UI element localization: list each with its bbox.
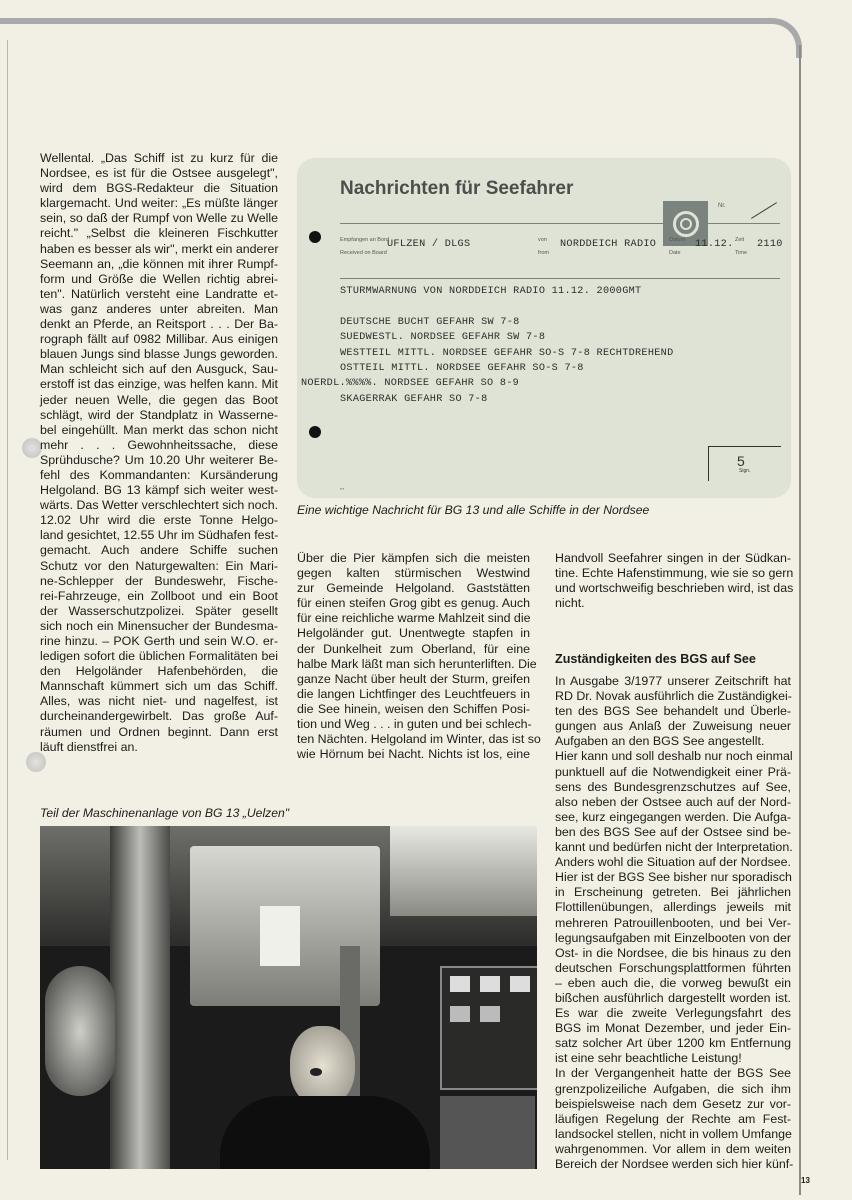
section-heading: Zuständigkeiten des BGS auf See (555, 652, 756, 666)
text-line: denkt an Pferde, an Reitsport . . . Der Ba- (40, 317, 278, 332)
text-line: reicht." „Selbst die kleineren Fischkutter (40, 226, 278, 241)
text-line: Anders wohl die Situation auf der Nordsee. (555, 855, 791, 870)
text-line: die langen Lichtfinger des Leuchtfeuers in (297, 686, 530, 701)
text-line: ganze Nacht über heult der Sturm, greifen (297, 671, 530, 686)
telegram-headline: STURMWARNUNG VON NORDDEICH RADIO 11.12. 2000GMT (340, 286, 642, 297)
date-label (669, 234, 685, 260)
date-label-de: Datum (669, 237, 686, 243)
text-line: räumen und Ordnen beginnt. Dann erst (40, 724, 278, 739)
text-line: bel eingehüllt. Man merkt das schon nicht (40, 422, 278, 437)
text-line: wie Hörnum bei Nacht. Nichts ist los, eine (297, 747, 530, 762)
text-line: land gesichtet, 12.55 Uhr im Südhafen fest- (40, 528, 279, 543)
text-line: Über die Pier kämpfen sich die meisten (297, 551, 530, 565)
text-line: – eben auch die, die vorweg bewußt ein (555, 975, 791, 990)
text-line: der Dunkelheit zum Oberland, für eine (297, 641, 530, 656)
text-line: bißchen ausführlich dargestellt worden ist. (555, 990, 791, 1005)
text-line: Wellental. „Das Schiff ist zu kurz für die (40, 151, 278, 165)
telegram-title: Nachrichten für Seefahrer (340, 178, 574, 199)
telegram-line: DEUTSCHE BUCHT GEFAHR SW 7-8 (340, 317, 520, 328)
text-line: läufigen Regelung der Rechte am Fest- (555, 1111, 791, 1126)
text-line: Bereich der Nordsee werden sich hier künf- (555, 1157, 794, 1171)
text-line: mehr . . . Gewohnheitssache, diese (40, 437, 278, 452)
text-line: schlägt, wird der Standplatz in Wasserne- (40, 407, 278, 422)
text-line: jeder neuen Welle, die gegen das Boot (40, 392, 278, 407)
text-line: erstoff ist das einzige, was helfen kann. Mit (40, 377, 278, 392)
form-footnote: ▪▪▪ (340, 486, 345, 491)
article-column-right-body (555, 674, 794, 1172)
text-line: ten des BGS See behandelt und Überle- (555, 704, 791, 719)
text-line: Aufgaben an den BGS See angestellt. (555, 734, 765, 749)
text-line: BGS im Monat Dezember, und jeder Ein- (555, 1021, 791, 1036)
telegram-line: OSTTEIL MITTL. NORDSEE GEFAHR SO-S 7-8 (340, 363, 584, 374)
time-label-de: Zeit (735, 237, 745, 243)
received-label-en: Received on Board (340, 250, 387, 256)
received-label-de: Empfangen an Bord (340, 237, 389, 243)
text-line: rine hinzu. – POK Gerth und sein W.O. er- (40, 634, 278, 648)
telegram-caption: Eine wichtige Nachricht für BG 13 und alle Schiffe in der Nordsee (297, 503, 650, 517)
signature-box (708, 446, 781, 481)
text-line: für einen steifen Grog gibt es genug. Auch (297, 596, 530, 611)
text-line: Man schleicht sich auf den Ausguck, Sau- (40, 362, 278, 377)
text-line: beispielsweise nach dem Gesetz zur vor- (555, 1096, 791, 1111)
text-line: haben es besser als wir", merkt ein anderer (40, 241, 279, 256)
text-line: rograph fällt auf 0982 Millibar. Aus einigen (40, 332, 278, 347)
telegram-form (297, 158, 791, 498)
text-line: in Erscheinung getreten. Bei jährlichen (555, 885, 791, 900)
text-line: In der Vergangenheit hatte der BGS See (555, 1066, 791, 1081)
text-line: tion und Weg . . . in guten und bei schlech- (297, 717, 532, 732)
text-line: also neben der Ostsee auch auf der Nord- (555, 794, 791, 809)
from-value: NORDDEICH RADIO (560, 239, 657, 250)
punch-mark (26, 752, 46, 772)
page-number: 13 (801, 1176, 810, 1185)
punch-hole (309, 426, 321, 438)
text-line: Schutz vor den Naturgewalten: Ein Mari- (40, 558, 278, 573)
date-label-en: Date (669, 250, 681, 256)
text-line: mehreren Patrouillenbooten, und bei Ver- (555, 915, 791, 930)
signature: 5 (737, 453, 745, 469)
text-line: Es war die zweite Verlegungsfahrt des (555, 1006, 791, 1021)
from-label (538, 234, 549, 260)
page-frame-right (799, 45, 801, 1195)
article-column-left (40, 151, 278, 755)
text-line: punktuell auf die Notwendigkeit einer Prä- (555, 764, 791, 779)
text-line: Alles, was nicht niet- und nagelfest, ist (40, 694, 278, 709)
article-column-right-intro (555, 551, 794, 611)
page-frame-top (0, 18, 802, 58)
text-line: RD Dr. Novak ausführlich die Zuständigkei- (555, 689, 792, 704)
text-line: wird dem BGS-Redakteur die Situation (40, 181, 278, 196)
text-line: Nordsee, es ist für die Ostsee ausgelegt", (40, 166, 278, 181)
text-line: ten Nächten. Helgoland im Winter, das ist so (297, 732, 541, 747)
text-line: gegen kalten stürmischen Westwind (297, 566, 530, 581)
text-line: Helgoland. BG 13 kämpf sich weiter west- (40, 483, 278, 498)
date-value: 11.12. (695, 239, 734, 250)
received-label (340, 234, 389, 260)
text-line: nicht. (555, 596, 585, 611)
text-line: wärts. Das Wetter verschlechtert sich noch. (40, 498, 279, 513)
text-line: Handvoll Seefahrer singen in der Südkan- (555, 551, 791, 565)
divider (340, 223, 780, 224)
text-line: ten". Natürlich versteht eine Landratte et- (40, 286, 278, 301)
text-line: den Helgoländer Hafenbehörden, die (40, 664, 278, 679)
text-line: läuft dienstfrei an. (40, 739, 138, 754)
text-line: ben des BGS See auf der Ostsee sind be- (555, 824, 791, 839)
text-line: sein, so daß der Rumpf von Welle zu Welle (40, 211, 278, 226)
punch-mark (22, 438, 42, 458)
text-line: blauen Jungs sind blasse Jungs geworden. (40, 347, 278, 362)
divider (340, 278, 780, 279)
text-line: fehl des Kommandanten: Kursänderung (40, 467, 278, 482)
text-line: In Ausgabe 3/1977 unserer Zeitschrift hat (555, 674, 791, 688)
text-line: Sprühdusche? Um 10.20 Uhr weiterer Be- (40, 452, 278, 467)
telegram-line: NOERDL.%%%%. NORDSEE GEFAHR SO 8-9 (301, 378, 520, 389)
photo-caption: Teil der Maschinenanlage von BG 13 „Uelzen" (40, 806, 290, 820)
nr-label: Nr. (718, 203, 726, 209)
text-line: see, kurz eingegangen werden. Die Aufga- (555, 809, 791, 824)
text-line: und wortschweifig beschrieben wird, ist das (555, 581, 794, 596)
text-line: ist eine sehr beachtliche Leistung! (555, 1051, 742, 1066)
time-label-en: Time (735, 250, 748, 256)
telegram-line: SUEDWESTL. NORDSEE GEFAHR SW 7-8 (340, 332, 546, 343)
telegram-line: WESTTEIL MITTL. NORDSEE GEFAHR SO-S 7-8 RECHTDREHEND (340, 348, 674, 359)
text-line: zur Gemeinde Helgoland. Gaststätten (297, 581, 530, 596)
text-line: Seemann an, „die können mit ihrer Rumpf- (40, 256, 278, 271)
text-line: Mannschaft kümmert sich um das Schiff. (40, 679, 278, 694)
engine-room-photo (40, 826, 537, 1169)
text-line: landsockel stellen, nicht in vollem Umfange (555, 1126, 792, 1141)
telegram-line: SKAGERRAK GEFAHR SO 7-8 (340, 394, 488, 405)
text-line: 12.02 Uhr wird die erste Tonne Helgo- (40, 513, 278, 528)
text-line: deutschen Forschungsplattformen führten (555, 960, 791, 975)
page-frame-left (7, 40, 8, 1160)
text-line: für eine reichliche warme Mahlzeit sind die (297, 611, 531, 626)
time-value: 2110 (757, 239, 783, 250)
text-line: ne-Schlepper der Bundeswehr, Fische- (40, 573, 278, 588)
text-line: wahrgenommen. Vor allem in dem weiten (555, 1141, 791, 1156)
article-column-middle (297, 551, 541, 762)
sign-label: Sign. (739, 468, 751, 474)
text-line: Hier kann und soll deshalb nur noch einmal (555, 749, 793, 764)
text-line: grenzpolizeiliche Aufgaben, die sich ihm (555, 1081, 791, 1096)
text-line: tine. Echte Hafenstimmung, wie sie so gern (555, 566, 794, 581)
text-line: Flottillenübungen, allerdings jeweils mit (555, 900, 791, 915)
text-line: kannt und bedürfen nicht der Interpretation. (555, 840, 793, 855)
punch-hole (309, 231, 321, 243)
text-line: legungsaufgaben mit Einzelbooten von der (555, 930, 791, 945)
text-line: sens des Bundesgrenzschutzes auf See, (555, 779, 791, 794)
text-line: was ganz anderes unter abreiten. Man (40, 301, 278, 316)
text-line: gungen aus Anlaß der Zuweisung neuer (555, 719, 791, 734)
text-line: gemacht. Auch andere Schiffe suchen (40, 543, 278, 558)
from-label-en: from (538, 250, 549, 256)
text-line: die See hinein, weisen den Schiffen Posi- (297, 701, 530, 716)
text-line: klargemacht. Und weiter: „Es müßte länger (40, 196, 278, 211)
text-line: ledigen sofort die üblichen Formalitäten bei (40, 649, 278, 664)
text-line: Ost- in die Nordsee, die bis hinaus zu den (555, 945, 791, 960)
text-line: satz solcher Art über 1200 km Entfernung (555, 1036, 791, 1051)
text-line: halbe Mark läßt man sich herunterliften. Die (297, 656, 537, 671)
from-label-de: von (538, 237, 547, 243)
text-line: sich noch ein Minensucher der Bundesma- (40, 618, 278, 633)
text-line: durcheinandergewirbelt. Das große Auf- (40, 709, 278, 724)
text-line: rei-Fahrzeuge, ein Zollboot und ein Boot (40, 588, 278, 603)
text-line: der Wasserschutzpolizei. Später gesellt (40, 603, 278, 618)
text-line: Hier ist der BGS See bisher nur sporadisch (555, 870, 792, 885)
time-label (735, 234, 747, 260)
nr-mark (751, 202, 777, 219)
text-line: form und Größe die Wellen richtig abrei- (40, 271, 278, 286)
text-line: Helgoländer gut. Unentwegte stapfen in (297, 626, 530, 641)
received-value: UFLZEN / DLGS (387, 239, 471, 250)
